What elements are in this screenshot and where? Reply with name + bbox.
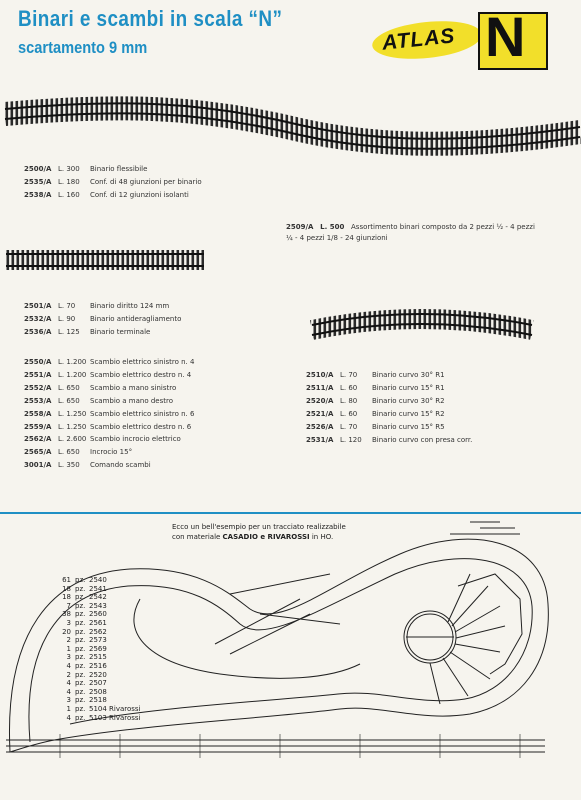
item-price: L. 60: [340, 409, 358, 418]
qty-unit: pz.: [75, 704, 86, 713]
qty-unit: pz.: [75, 636, 86, 645]
list-item: [306, 369, 472, 382]
item-price: L. 80: [340, 396, 358, 405]
qty-unit: pz.: [75, 576, 86, 584]
atlas-n-logo: [372, 5, 550, 68]
list-item: [306, 395, 472, 408]
list-item: [24, 433, 194, 446]
qty-number: 3: [66, 696, 71, 705]
qty-number: 3: [66, 618, 71, 627]
qty-number: 7: [66, 601, 71, 610]
list-item: [24, 369, 194, 382]
qty-unit: pz.: [75, 627, 86, 636]
list-item: [55, 593, 141, 602]
item-desc: Binario terminale: [90, 327, 151, 336]
curve-list: [306, 369, 472, 446]
qty-unit: pz.: [75, 618, 86, 627]
list-item: [55, 602, 141, 611]
caption-brand: CASADIO e RIVAROSSI: [222, 533, 310, 541]
item-code: 2511/A: [306, 383, 334, 392]
list-item: [24, 421, 194, 434]
qty-item: 2518: [89, 696, 107, 705]
item-price: L. 1.250: [58, 409, 87, 418]
item-code: 2520/A: [306, 396, 334, 405]
list-item: [55, 585, 141, 594]
list-item: [24, 395, 194, 408]
list-item: [24, 446, 194, 459]
list-item: [24, 459, 194, 472]
item-code: 2509/A: [286, 223, 314, 231]
item-desc: Binario antideragliamento: [90, 314, 182, 323]
qty-number: 4: [66, 679, 71, 688]
caption-line: Ecco un bell'esempio per un tracciato realizzabile: [172, 523, 346, 531]
item-price: L. 650: [58, 396, 80, 405]
list-item: [24, 408, 194, 421]
page-title: Binari e scambi in scala “N”: [18, 6, 283, 31]
qty-item: 2515: [89, 653, 107, 662]
item-desc: Binario curvo 30° R2: [372, 396, 445, 405]
item-code: 3001/A: [24, 461, 52, 470]
qty-unit: pz.: [75, 670, 86, 679]
qty-item: 2562: [89, 627, 107, 636]
item-desc: Scambio a mano sinistro: [90, 383, 177, 392]
qty-item: 2543: [89, 601, 107, 610]
qty-unit: pz.: [75, 661, 86, 670]
item-price: L. 160: [58, 190, 80, 199]
parts-quantity-list: [55, 576, 141, 722]
list-item: [24, 326, 181, 339]
qty-item: 2569: [89, 644, 107, 653]
item-desc: Binario diritto 124 mm: [90, 302, 170, 310]
item-desc: Scambio elettrico destro n. 6: [90, 422, 192, 431]
qty-item: 2560: [89, 610, 107, 619]
item-price: L. 70: [340, 422, 358, 431]
qty-item: 2573: [89, 636, 107, 645]
qty-item: 2520: [89, 670, 107, 679]
qty-item: 5104 Rivarossi: [89, 704, 141, 713]
item-price: L. 500: [320, 223, 345, 231]
item-desc: Conf. di 12 giunzioni isolanti: [90, 190, 189, 199]
item-desc: Scambio elettrico sinistro n. 4: [90, 358, 195, 366]
logo-word: ATLAS: [380, 24, 457, 55]
qty-number: 3: [66, 653, 71, 662]
qty-number: 4: [66, 661, 71, 670]
item-price: L. 1.200: [58, 370, 87, 379]
item-code: 2526/A: [306, 422, 334, 431]
list-item: [306, 408, 472, 421]
item-price: L. 300: [58, 165, 80, 173]
qty-unit: pz.: [75, 713, 86, 722]
item-desc: Binario curvo 15° R2: [372, 409, 445, 418]
item-desc: Binario curvo 15° R1: [372, 383, 445, 392]
item-code: 2538/A: [24, 190, 52, 199]
logo-n-letter: N: [485, 5, 526, 68]
qty-unit: pz.: [75, 610, 86, 619]
qty-number: 38: [62, 610, 71, 619]
item-desc: Binario curvo con presa corr.: [372, 435, 473, 444]
item-code: 2553/A: [24, 396, 52, 405]
qty-number: 4: [66, 687, 71, 696]
straight-track-illustration: [6, 248, 206, 274]
qty-item: 2542: [89, 593, 107, 602]
qty-item: 2508: [89, 687, 107, 696]
list-item: [55, 636, 141, 645]
qty-unit: pz.: [75, 687, 86, 696]
item-price: L. 180: [58, 177, 80, 186]
list-item: [55, 671, 141, 680]
item-code: 2532/A: [24, 314, 52, 323]
list-item: [306, 421, 472, 434]
item-price: L. 2.600: [58, 435, 87, 444]
item-code: 2510/A: [306, 371, 334, 379]
item-desc: Scambio elettrico sinistro n. 6: [90, 409, 195, 418]
list-item: [55, 645, 141, 654]
item-desc: Binario flessibile: [90, 165, 148, 173]
flex-track-list: [24, 163, 202, 202]
qty-unit: pz.: [75, 584, 86, 593]
list-item: [306, 382, 472, 395]
qty-unit: pz.: [75, 644, 86, 653]
item-code: 2558/A: [24, 409, 52, 418]
qty-number: 20: [62, 627, 71, 636]
list-item: [55, 714, 141, 723]
curved-track-illustration: [308, 304, 538, 348]
list-item: [24, 313, 181, 326]
qty-number: 61: [62, 576, 71, 584]
straight-track-list: [24, 300, 181, 339]
item-code: 2562/A: [24, 435, 52, 444]
qty-unit: pz.: [75, 601, 86, 610]
item-desc: Binario curvo 30° R1: [372, 371, 445, 379]
item-code: 2531/A: [306, 435, 334, 444]
qty-number: 1: [66, 644, 71, 653]
item-desc: Binario curvo 15° R5: [372, 422, 445, 431]
list-item: [55, 610, 141, 619]
item-code: 2552/A: [24, 383, 52, 392]
qty-number: 18: [62, 584, 71, 593]
list-item: [24, 189, 202, 202]
list-item: [55, 688, 141, 697]
list-item: [55, 696, 141, 705]
item-desc: Scambio a mano destro: [90, 396, 174, 405]
qty-unit: pz.: [75, 653, 86, 662]
qty-item: 2540: [89, 576, 107, 584]
item-price: L. 650: [58, 383, 80, 392]
item-price: L. 60: [340, 383, 358, 392]
list-item: [55, 628, 141, 637]
item-code: 2551/A: [24, 370, 52, 379]
caption-text: con materiale: [172, 533, 223, 541]
assortment-note: [286, 222, 541, 244]
item-code: 2565/A: [24, 448, 52, 457]
qty-number: 1: [66, 704, 71, 713]
list-item: [24, 300, 181, 313]
qty-item: 2541: [89, 584, 107, 593]
item-desc: Conf. di 48 giunzioni per binario: [90, 177, 202, 186]
switch-list: [24, 356, 194, 472]
qty-number: 4: [66, 713, 71, 722]
list-item: [55, 619, 141, 628]
qty-unit: pz.: [75, 696, 86, 705]
item-desc: Assortimento binari composto da 2 pezzi ½ - 4 pezzi ¼ - 4 pezzi 1/8 - 24 giunzioni: [286, 223, 535, 242]
qty-number: 2: [66, 670, 71, 679]
qty-unit: pz.: [75, 679, 86, 688]
list-item: [55, 576, 141, 585]
list-item: [24, 356, 194, 369]
qty-item: 2507: [89, 679, 107, 688]
list-item: [24, 382, 194, 395]
list-item: [55, 653, 141, 662]
item-price: L. 90: [58, 314, 76, 323]
item-code: 2501/A: [24, 302, 52, 310]
list-item: [55, 679, 141, 688]
flexible-track-illustration: [0, 92, 581, 162]
item-code: 2521/A: [306, 409, 334, 418]
item-code: 2559/A: [24, 422, 52, 431]
item-code: 2536/A: [24, 327, 52, 336]
item-code: 2500/A: [24, 165, 52, 173]
list-item: [24, 163, 202, 176]
qty-item: 2561: [89, 618, 107, 627]
qty-unit: pz.: [75, 593, 86, 602]
caption-text: in HO.: [309, 533, 334, 541]
item-price: L. 350: [58, 461, 80, 470]
item-price: L. 650: [58, 448, 80, 457]
qty-item: 2516: [89, 661, 107, 670]
item-price: L. 70: [58, 302, 76, 310]
list-item: [24, 176, 202, 189]
item-price: L. 70: [340, 371, 358, 379]
page-subtitle: scartamento 9 mm: [18, 38, 148, 57]
qty-item: 5103 Rivarossi: [89, 713, 141, 722]
item-price: L. 1.200: [58, 358, 87, 366]
item-desc: Comando scambi: [90, 461, 151, 470]
qty-number: 18: [62, 593, 71, 602]
item-desc: Incrocio 15°: [90, 448, 133, 457]
item-price: L. 1.250: [58, 422, 87, 431]
item-price: L. 120: [340, 435, 362, 444]
item-desc: Scambio elettrico destro n. 4: [90, 370, 192, 379]
item-code: 2535/A: [24, 177, 52, 186]
list-item: [55, 662, 141, 671]
list-item: [55, 705, 141, 714]
item-price: L. 125: [58, 327, 80, 336]
qty-number: 2: [66, 636, 71, 645]
item-desc: Scambio incrocio elettrico: [90, 435, 181, 444]
item-code: 2550/A: [24, 358, 52, 366]
list-item: [306, 434, 472, 447]
